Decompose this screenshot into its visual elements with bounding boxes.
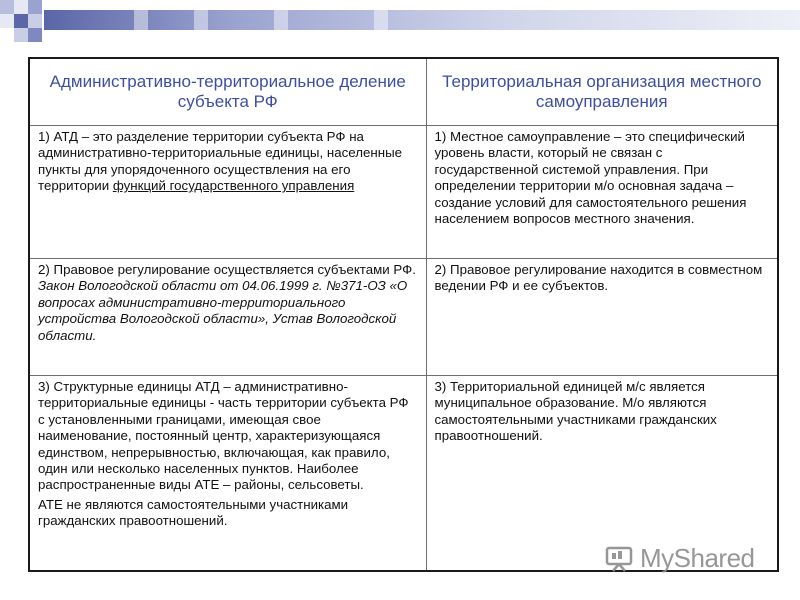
decor-square <box>0 0 14 14</box>
decor-gradient-bar <box>44 10 800 30</box>
watermark-text: MyShared <box>640 542 755 573</box>
decor-block <box>134 10 148 30</box>
watermark <box>604 540 774 576</box>
decor-square <box>0 14 14 28</box>
header-cell-lsg: Территориальная организация местного самоуправления <box>426 58 778 126</box>
myshared-logo-icon <box>604 543 634 573</box>
table-cell: 1) Местное самоуправление – это специфический уровень власти, который не связан с государственной системой управления. При определении территории м/о основная задача – создание условий для самостоятельного решения населением вопросов местного значения. <box>426 126 778 259</box>
table-cell <box>29 259 426 376</box>
decor-square <box>28 0 42 14</box>
cell-text: 3) Структурные единицы АТД – административно-территориальные единицы - часть территории субъекта РФ с установленными границами, имеющая свое наименование, постоянный центр, характеризующаяся единством, непрерывностью, включающая, как правило, один или несколько населенных пунктов. Наиболее распространенные виды АТЕ – районы, сельсоветы. <box>38 379 409 493</box>
table-cell: 2) Правовое регулирование находится в совместном ведении РФ и ее субъектов. <box>426 259 778 376</box>
cell-text: 2) Правовое регулирование осуществляется субъектами РФ. <box>38 262 416 277</box>
decor-block <box>194 10 208 30</box>
comparison-table <box>28 57 779 572</box>
header-cell-atd: Административно-территориальное деление субъекта РФ <box>29 58 426 126</box>
decor-square <box>14 14 28 28</box>
law-reference: Закон Вологодской области от 04.06.1999 г. №371-ОЗ «О вопросах административно-территориального устройства Вологодской области», Устав Вологодской области. <box>38 278 408 343</box>
table-cell <box>29 126 426 259</box>
table-header-row <box>29 58 778 126</box>
table-cell: 3) Территориальной единицей м/с является муниципальное образование. М/о являются самостоятельными участниками гражданских правоотношений. <box>426 376 778 572</box>
decor-square <box>14 0 28 14</box>
table-row <box>29 126 778 259</box>
cell-text: 1) АТД – это разделение территории субъекта РФ на административно-территориальные единицы, населенные пункты для упорядоченного осуществления на его территории <box>38 129 403 194</box>
decor-block <box>374 10 388 30</box>
decor-square <box>14 28 28 42</box>
table-row <box>29 259 778 376</box>
cell-text: АТЕ не являются самостоятельными участниками гражданских правоотношений. <box>38 496 349 529</box>
underlined-term: функций государственного управления <box>112 178 355 194</box>
decor-block <box>274 10 288 30</box>
table-cell <box>29 376 426 572</box>
decor-square <box>28 14 42 28</box>
decor-square <box>28 28 42 42</box>
